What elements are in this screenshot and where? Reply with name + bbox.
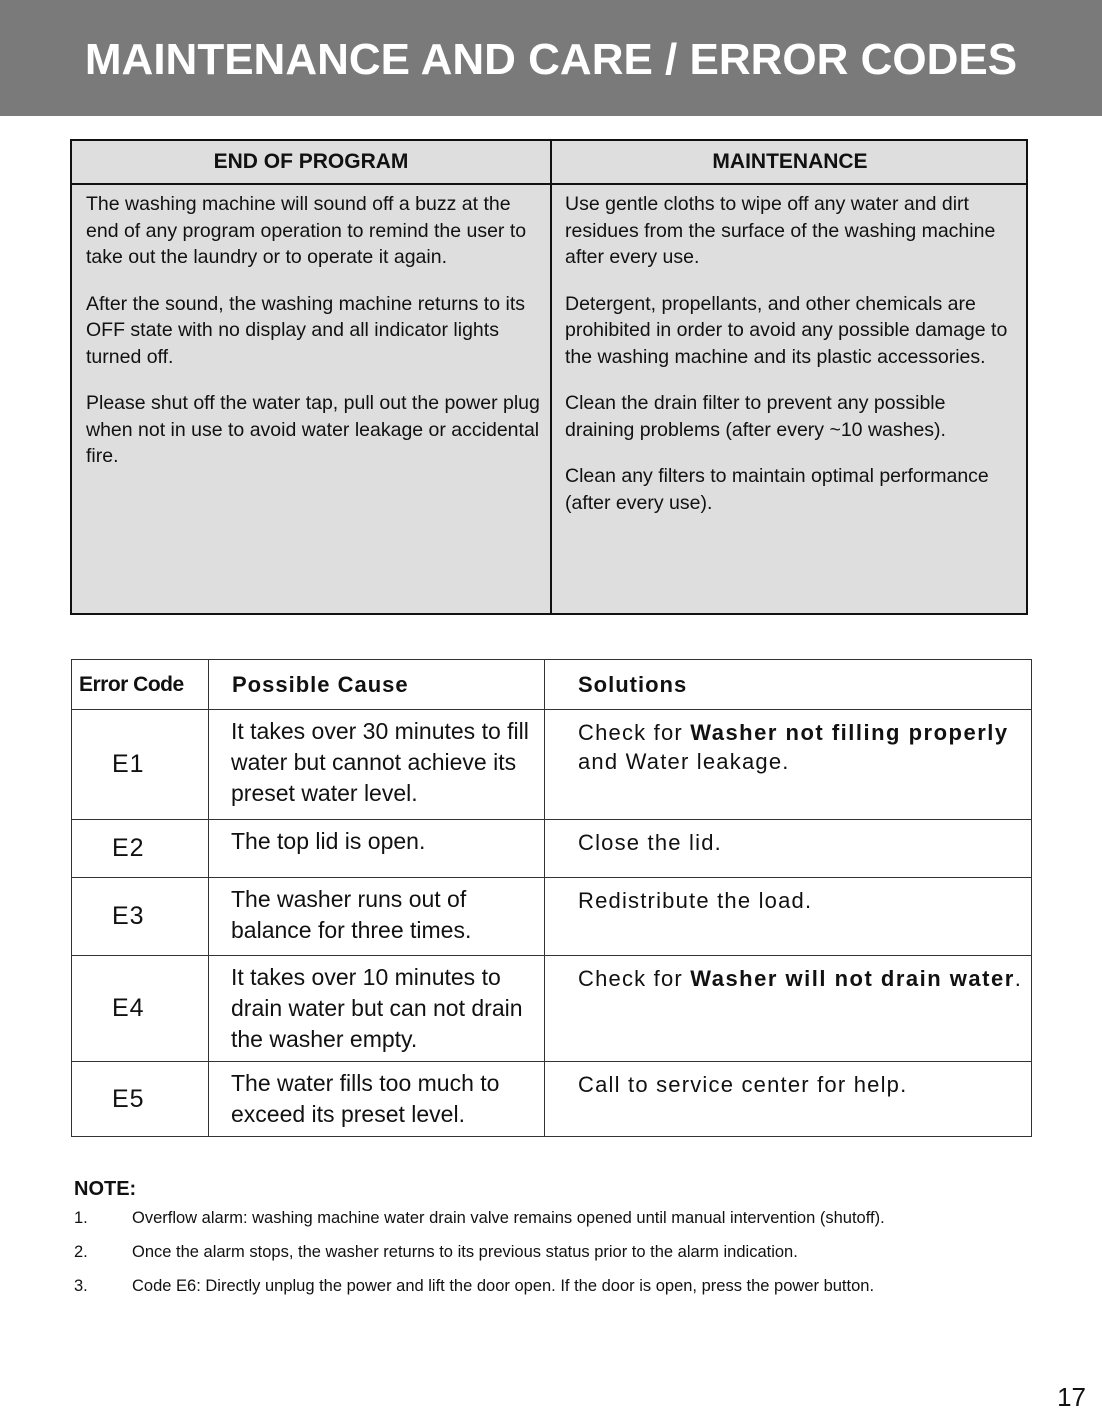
page-header — [0, 0, 1102, 116]
page-title: MAINTENANCE AND CARE / ERROR CODES — [84, 35, 1018, 84]
page-number: 17 — [1057, 1382, 1086, 1412]
end-of-program-heading: END OF PROGRAM — [213, 150, 409, 173]
cause-cell: It takes over 30 minutes to fill water but cannot achieve its preset water level. — [209, 710, 545, 820]
cause-cell: The water fills too much to exceed its preset level. — [209, 1062, 545, 1137]
column-divider — [550, 141, 552, 613]
end-of-program-paragraph: Please shut off the water tap, pull out the power plug when not in use to avoid water leakage or accidental fire. — [86, 392, 540, 467]
note-number: 1. — [74, 1209, 88, 1227]
error-code-cell: E5 — [72, 1062, 209, 1137]
note-number: 3. — [74, 1277, 88, 1295]
possible-cause-header: Possible Cause — [209, 660, 545, 710]
solution-bold-text: Washer not filling properly — [690, 720, 1009, 745]
note-title: NOTE: — [74, 1178, 137, 1200]
header-divider — [72, 183, 1026, 185]
solution-text: Check for — [578, 966, 691, 991]
maintenance-paragraph: Detergent, propellants, and other chemicals are prohibited in order to avoid any possible damage to the washing machine and its plastic accessories. — [565, 292, 1008, 368]
table-row — [72, 878, 1032, 956]
maintenance-heading: MAINTENANCE — [712, 150, 868, 173]
solution-text: Close the lid. — [578, 830, 722, 855]
error-code-cell: E3 — [72, 878, 209, 956]
note-section — [74, 1178, 1054, 1309]
note-list — [74, 1207, 1054, 1297]
maintenance-text — [565, 191, 1015, 536]
solutions-header: Solutions — [545, 660, 1032, 710]
end-of-program-text — [86, 191, 541, 490]
cause-cell: The washer runs out of balance for three times. — [209, 878, 545, 956]
solution-text: Call to service center for help. — [578, 1072, 908, 1097]
error-table-header-row — [72, 660, 1032, 710]
solution-text: and Water leakage. — [578, 749, 790, 774]
solution-cell — [545, 956, 1032, 1062]
cause-cell: The top lid is open. — [209, 820, 545, 878]
error-code-cell: E2 — [72, 820, 209, 878]
maintenance-paragraph: Clean any filters to maintain optimal performance (after every use). — [565, 465, 989, 514]
solution-text: Check for — [578, 720, 691, 745]
note-text: Code E6: Directly unplug the power and lift the door open. If the door is open, press the power button. — [132, 1277, 875, 1295]
maintenance-paragraph: Use gentle cloths to wipe off any water and dirt residues from the surface of the washing machine after every use. — [565, 193, 996, 268]
error-code-table — [71, 659, 1032, 1137]
end-of-program-paragraph: The washing machine will sound off a buzz at the end of any program operation to remind the user to take out the laundry or to operate it again. — [86, 193, 527, 268]
end-of-program-paragraph: After the sound, the washing machine returns to its OFF state with no display and all indicator lights turned off. — [86, 292, 525, 368]
table-row — [72, 956, 1032, 1062]
cause-cell: It takes over 10 minutes to drain water but can not drain the washer empty. — [209, 956, 545, 1062]
note-text: Once the alarm stops, the washer returns to its previous status prior to the alarm indication. — [132, 1243, 798, 1261]
solution-text: Redistribute the load. — [578, 888, 813, 913]
table-row — [72, 820, 1032, 878]
error-code-cell: E1 — [72, 710, 209, 820]
table-row — [72, 710, 1032, 820]
solution-text: . — [1014, 966, 1023, 991]
table-row — [72, 1062, 1032, 1137]
error-code-cell: E4 — [72, 956, 209, 1062]
list-item — [74, 1275, 1054, 1297]
note-number: 2. — [74, 1243, 88, 1261]
note-text: Overflow alarm: washing machine water drain valve remains opened until manual intervention (shutoff). — [132, 1209, 885, 1227]
solution-cell — [545, 1062, 1032, 1137]
list-item — [74, 1241, 1054, 1263]
solution-bold-text: Washer will not drain water — [690, 966, 1015, 991]
solution-cell — [545, 878, 1032, 956]
error-code-header: Error Code — [72, 660, 209, 710]
list-item — [74, 1207, 1054, 1229]
maintenance-paragraph: Clean the drain filter to prevent any possible draining problems (after every ~10 washes). — [565, 392, 946, 441]
solution-cell — [545, 820, 1032, 878]
program-maintenance-table — [70, 139, 1028, 615]
solution-cell — [545, 710, 1032, 820]
